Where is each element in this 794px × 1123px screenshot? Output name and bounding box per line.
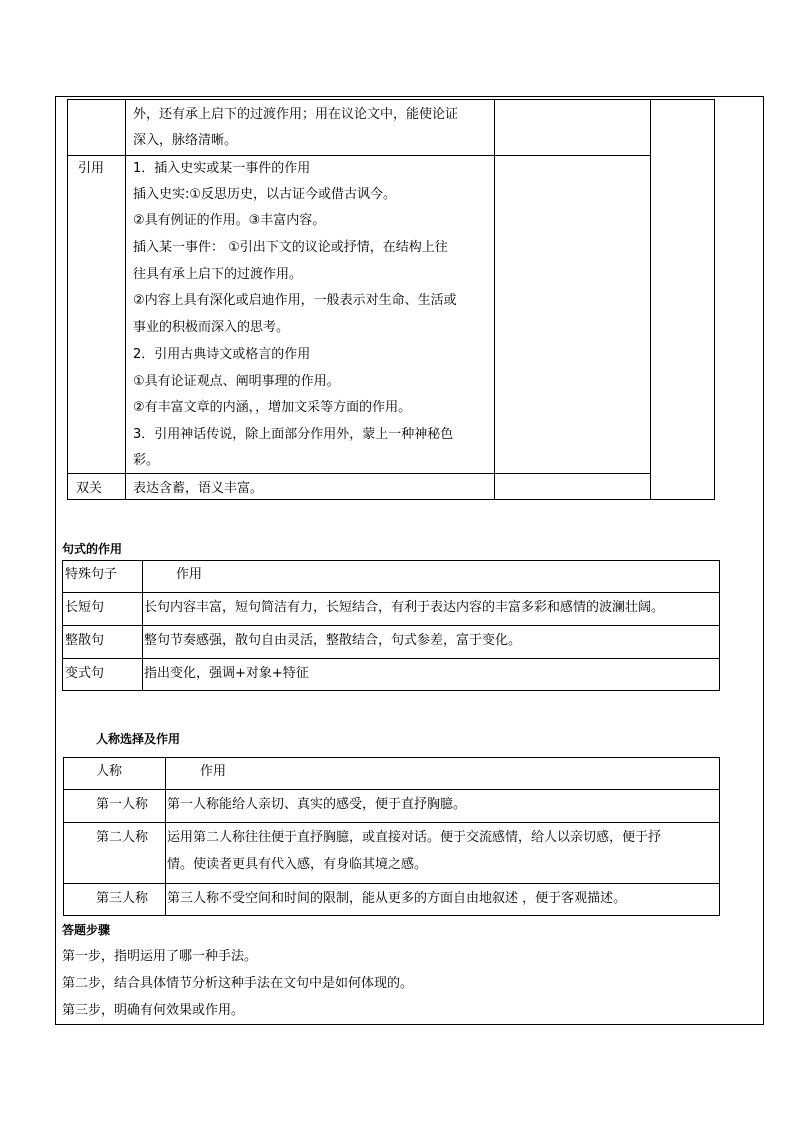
t3-line xyxy=(63,757,64,916)
person-row-label: 第三人称 xyxy=(96,891,149,906)
sentence-row-text: 指出变化，强调+对象+特征 xyxy=(144,666,309,681)
t3-line xyxy=(165,757,166,916)
yinyong-line: 插入某一事件： ①引出下文的议论或抒情，在结构上往 xyxy=(133,240,448,255)
step-item: 第二步，结合具体情节分析这种手法在文句中是如何体现的。 xyxy=(62,976,414,991)
t1-line xyxy=(67,99,715,100)
sentence-header-effect: 作用 xyxy=(176,567,203,582)
yinyong-line: 往具有承上启下的过渡作用。 xyxy=(133,267,303,282)
person-header-effect: 作用 xyxy=(200,764,227,779)
yinyong-line: 事业的积极而深入的思考。 xyxy=(133,320,290,335)
t2-line xyxy=(62,625,720,626)
t2-line xyxy=(719,560,720,691)
outer-left-border xyxy=(55,96,56,1025)
t2-line xyxy=(62,560,720,561)
t1-line xyxy=(494,99,495,500)
t1-line xyxy=(125,99,126,500)
t3-line xyxy=(63,789,720,790)
outer-top-border xyxy=(55,96,764,97)
yinyong-line: 1．插入史实或某一事件的作用 xyxy=(133,161,311,176)
t1-line xyxy=(67,99,68,500)
yinyong-line: 插入史实:①反思历史，以古证今或借古讽今。 xyxy=(133,187,397,202)
person-row-text: 第一人称能给人亲切、真实的感受，便于直抒胸臆。 xyxy=(167,797,467,812)
t2-line xyxy=(62,592,720,593)
row-label-yinyong: 引用 xyxy=(78,161,105,176)
t3-line xyxy=(719,757,720,916)
outer-bottom-border xyxy=(55,1024,764,1025)
person-row-label: 第二人称 xyxy=(96,830,149,845)
t3-line xyxy=(63,757,720,758)
sentence-row-text: 整句节奏感强，散句自由灵活，整散结合，句式参差，富于变化。 xyxy=(144,633,522,648)
steps-heading: 答题步骤 xyxy=(62,923,111,937)
step-item: 第三步，明确有何效果或作用。 xyxy=(62,1003,245,1018)
continued-text-line: 外，还有承上启下的过渡作用；用在议论文中，能使论证 xyxy=(133,107,459,122)
yinyong-line: 3．引用神话传说，除上面部分作用外，蒙上一种神秘色 xyxy=(133,427,454,442)
step-item: 第一步，指明运用了哪一种手法。 xyxy=(62,949,258,964)
t1-line xyxy=(67,155,651,156)
person-header-type: 人称 xyxy=(96,764,123,779)
t2-line xyxy=(142,560,143,691)
person-section-heading: 人称选择及作用 xyxy=(96,732,181,746)
t2-line xyxy=(62,658,720,659)
sentence-row-text: 长句内容丰富，短句简洁有力，长短结合，有利于表达内容的丰富多彩和感情的波澜壮阔。 xyxy=(144,600,665,615)
sentence-row-label: 变式句 xyxy=(65,666,105,681)
continued-text-line: 深入，脉络清晰。 xyxy=(133,133,238,148)
t1-line xyxy=(67,499,715,500)
t2-line xyxy=(62,560,63,691)
sentence-row-label: 整散句 xyxy=(65,633,105,648)
t2-line xyxy=(62,690,720,691)
shuangguan-text: 表达含蓄，语义丰富。 xyxy=(133,481,264,496)
t1-line xyxy=(67,473,651,474)
t3-line xyxy=(63,915,720,916)
sentence-header-type: 特殊句子 xyxy=(65,567,118,582)
yinyong-line: ②有丰富文章的内涵，，增加文采等方面的作用。 xyxy=(133,400,412,415)
row-label-shuangguan: 双关 xyxy=(76,481,103,496)
sentence-row-label: 长短句 xyxy=(65,600,105,615)
outer-right-border xyxy=(763,96,764,1025)
t1-line xyxy=(650,99,651,500)
yinyong-line: ②内容上具有深化或启迪作用，一般表示对生命、生活或 xyxy=(133,293,457,308)
sentence-section-heading: 句式的作用 xyxy=(62,542,123,556)
t3-line xyxy=(63,822,720,823)
t1-line xyxy=(714,99,715,500)
yinyong-line: 彩。 xyxy=(133,453,160,468)
yinyong-line: 2．引用古典诗文或格言的作用 xyxy=(133,347,311,362)
person-row-text: 第三人称不受空间和时间的限制，能从更多的方面自由地叙述 ，便于客观描述。 xyxy=(167,891,627,906)
person-row-text: 情。使读者更具有代入感，有身临其境之感。 xyxy=(167,857,428,872)
t3-line xyxy=(63,883,720,884)
person-row-text: 运用第二人称往往便于直抒胸臆，或直接对话。便于交流感情，给人以亲切感，便于抒 xyxy=(167,830,662,845)
yinyong-line: ①具有论证观点、阐明事理的作用。 xyxy=(133,374,340,389)
yinyong-line: ②具有例证的作用。③丰富内容。 xyxy=(133,213,326,228)
person-row-label: 第一人称 xyxy=(96,797,149,812)
